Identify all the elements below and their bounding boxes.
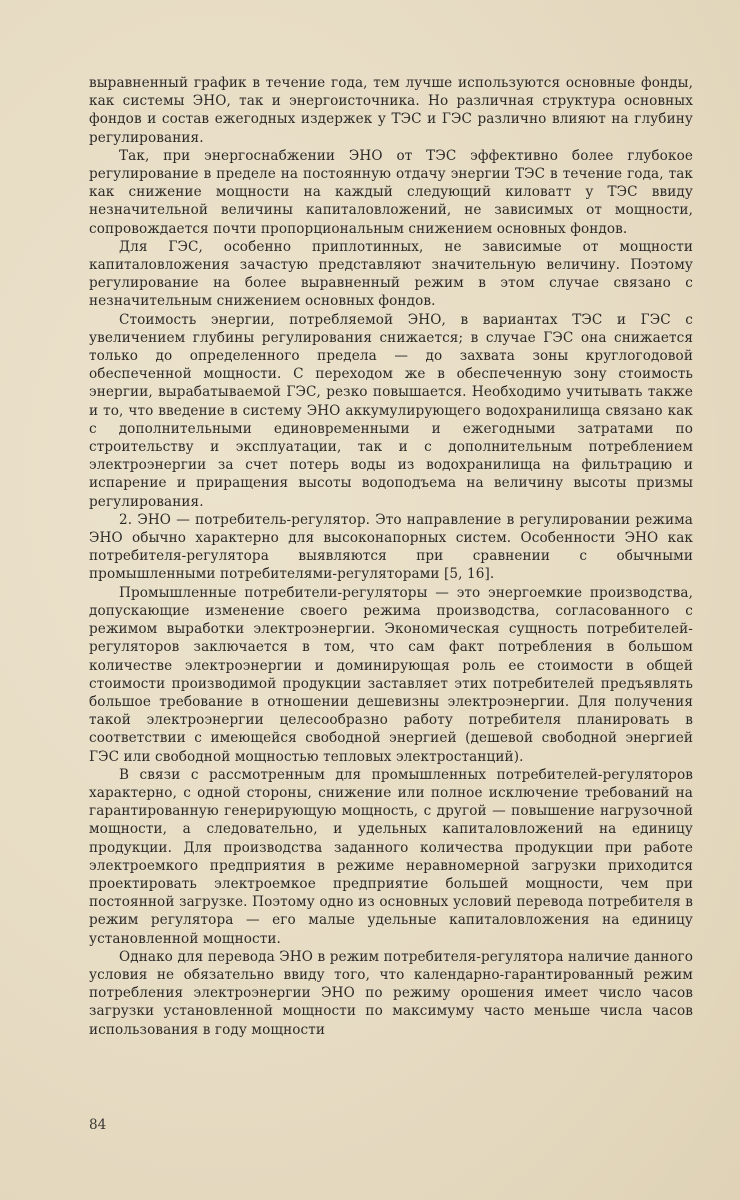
paragraph-4: Стоимость энергии, потребляемой ЭНО, в вариантах ТЭС и ГЭС с увеличением глубины регулирования снижается; в случае ГЭС она снижается только до определенного предела — до захвата зоны круглогодовой обеспеченной мощности. С переходом же в обеспеченную зону стоимость энергии, вырабатываемой ГЭС, резко повышается. Необходимо учитывать также и то, что введение в систему ЭНО аккумулирующего водохранилища связано как с дополнительными единовременными и ежегодными затратами по строительству и эксплуатации, так и с дополнительным потреблением электроэнергии за счет потерь воды из водохранилища на фильтрацию и испарение и приращения высоты водоподъема на величину высоты призмы регулирования. <box>89 311 693 510</box>
page-number: 84 <box>89 1117 107 1133</box>
body-text <box>89 74 693 1039</box>
paragraph-3: Для ГЭС, особенно приплотинных, не зависимые от мощности капиталовложения зачастую представляют значительную величину. Поэтому регулирование на более выравненный режим в этом случае связано с незначительным снижением основных фондов. <box>89 238 693 310</box>
paragraph-1: выравненный график в течение года, тем лучше используются основные фонды, как системы ЭНО, так и энергоисточника. Но различная структура основных фондов и состав ежегодных издержек у ТЭС и ГЭС различно влияют на глубину регулирования. <box>89 75 693 146</box>
paragraph-2: Так, при энергоснабжении ЭНО от ТЭС эффективно более глубокое регулирование в пределе на постоянную отдачу энергии ТЭС в течение года, так как снижение мощности на каждый следующий киловатт у ТЭС ввиду незначительной величины капиталовложений, не зависимых от мощности, сопровождается почти пропорциональным снижением основных фондов. <box>89 147 693 237</box>
paragraph-7: В связи с рассмотренным для промышленных потребителей-регуляторов характерно, с одной стороны, снижение или полное исключение требований на гарантированную генерирующую мощность, с другой — повышение нагрузочной мощности, а следовательно, и удельных капиталовложений на единицу продукции. Для производства заданного количества продукции при работе электроемкого предприятия в режиме неравномерной загрузки приходится проектировать электроемкое предприятие большей мощности, чем при постоянной загрузке. Поэтому одно из основных условий перевода потребителя в режим регулятора — его малые удельные капиталовложения на единицу установленной мощности. <box>89 766 693 947</box>
paragraph-8: Однако для перевода ЭНО в режим потребителя-регулятора наличие данного условия не обязательно ввиду того, что календарно-гарантированный режим потребления электроэнергии ЭНО по режиму орошения имеет число часов загрузки установленной мощности по максимуму часто меньше числа часов использования в году мощности <box>89 948 693 1038</box>
paragraph-5: 2. ЭНО — потребитель-регулятор. Это направление в регулировании режима ЭНО обычно характерно для высоконапорных систем. Особенности ЭНО как потребителя-регулятора выявляются при сравнении с обычными промышленными потребителями-регуляторами [5, 16]. <box>89 511 693 583</box>
paragraph-6: Промышленные потребители-регуляторы — это энергоемкие производства, допускающие изменение своего режима производства, согласованного с режимом выработки электроэнергии. Экономическая сущность потребителей-регуляторов заключается в том, что сам факт потребления в большом количестве электроэнергии и доминирующая роль ее стоимости в общей стоимости производимой продукции заставляет этих потребителей предъявлять большое требование в отношении дешевизны электроэнергии. Для получения такой электроэнергии целесообразно работу потребителя планировать в соответствии с имеющейся свободной энергией (дешевой свободной энергией ГЭС или свободной мощностью тепловых электростанций). <box>89 584 693 765</box>
